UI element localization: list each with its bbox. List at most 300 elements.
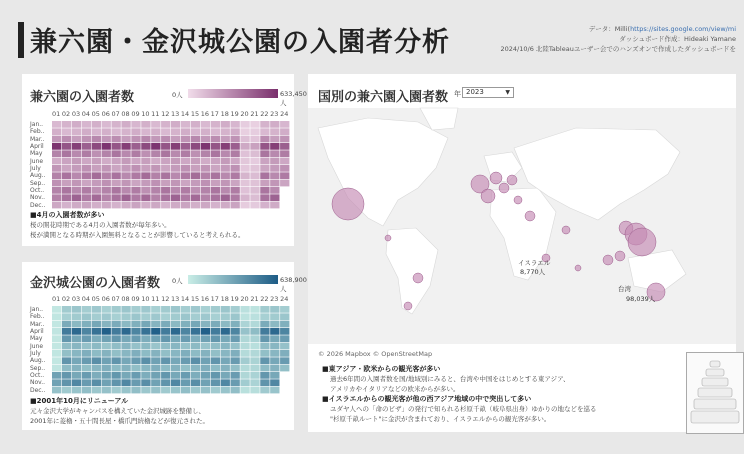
heatmap-cell: [201, 128, 210, 135]
kenrokuen-month-label: July: [30, 164, 41, 172]
heatmap-cell: [171, 150, 180, 157]
heatmap-cell: [270, 187, 279, 194]
heatmap-cell: [240, 180, 249, 187]
heatmap-cell: [270, 379, 279, 386]
heatmap-cell: [112, 350, 121, 357]
heatmap-cell: [201, 306, 210, 313]
heatmap-cell: [72, 321, 81, 328]
heatmap-cell: [131, 335, 140, 342]
heatmap-cell: [191, 379, 200, 386]
heatmap-cell: [161, 180, 170, 187]
heatmap-cell: [72, 128, 81, 135]
country-bubble: [481, 189, 495, 203]
heatmap-cell: [171, 128, 180, 135]
heatmap-cell: [250, 321, 259, 328]
heatmap-cell: [250, 194, 259, 201]
credit-data-link[interactable]: https://sites.google.com/view/mi: [630, 25, 736, 33]
heatmap-cell: [112, 128, 121, 135]
heatmap-cell: [112, 357, 121, 364]
heatmap-cell: [112, 194, 121, 201]
heatmap-cell: [82, 387, 91, 394]
heatmap-cell: [72, 172, 81, 179]
heatmap-cell: [171, 165, 180, 172]
heatmap-cell: [131, 172, 140, 179]
heatmap-cell: [72, 365, 81, 372]
heatmap-cell: [231, 180, 240, 187]
heatmap-cell: [72, 121, 81, 128]
heatmap-cell: [231, 172, 240, 179]
heatmap-cell: [260, 328, 269, 335]
heatmap-cell: [280, 143, 289, 150]
heatmap-cell: [260, 143, 269, 150]
kanazawajo-year-02: 02: [61, 295, 71, 303]
heatmap-cell: [161, 357, 170, 364]
kenrokuen-month-label: Oct..: [30, 186, 45, 194]
kanazawajo-heatmap[interactable]: [52, 306, 290, 394]
heatmap-cell: [52, 387, 61, 394]
heatmap-cell: [102, 379, 111, 386]
heatmap-cell: [231, 335, 240, 342]
heatmap-cell: [72, 313, 81, 320]
heatmap-cell: [280, 365, 289, 372]
heatmap-cell: [231, 313, 240, 320]
heatmap-cell: [52, 158, 61, 165]
heatmap-cell: [240, 365, 249, 372]
heatmap-cell: [82, 328, 91, 335]
heatmap-cell: [141, 187, 150, 194]
heatmap-cell: [260, 194, 269, 201]
heatmap-cell: [231, 143, 240, 150]
heatmap-cell: [260, 202, 269, 209]
heatmap-cell: [260, 165, 269, 172]
heatmap-cell: [151, 357, 160, 364]
world-map[interactable]: [308, 108, 736, 344]
heatmap-cell: [102, 357, 111, 364]
kanazawajo-year-23: 23: [270, 295, 279, 303]
heatmap-cell: [141, 321, 150, 328]
heatmap-cell: [112, 158, 121, 165]
heatmap-cell: [52, 379, 61, 386]
kanazawajo-year-07: 07: [111, 295, 120, 303]
heatmap-cell: [121, 335, 130, 342]
heatmap-cell: [260, 372, 269, 379]
heatmap-cell: [240, 158, 249, 165]
heatmap-cell: [181, 350, 190, 357]
heatmap-cell: [171, 357, 180, 364]
heatmap-cell: [102, 143, 111, 150]
heatmap-cell: [250, 357, 259, 364]
heatmap-cell: [131, 357, 140, 364]
heatmap-cell: [221, 387, 230, 394]
kanazawajo-year-04: 04: [81, 295, 91, 303]
heatmap-cell: [270, 128, 279, 135]
kenrokuen-year-09: 09: [131, 110, 140, 118]
heatmap-cell: [82, 357, 91, 364]
heatmap-cell: [102, 343, 111, 350]
heatmap-cell: [151, 350, 160, 357]
heatmap-cell: [250, 136, 259, 143]
kanazawajo-year-06: 06: [101, 295, 110, 303]
heatmap-cell: [151, 180, 160, 187]
heatmap-cell: [52, 187, 61, 194]
kenrokuen-legend-max: 633,450人: [280, 90, 307, 107]
heatmap-cell: [231, 328, 240, 335]
heatmap-cell: [131, 321, 140, 328]
heatmap-cell: [280, 313, 289, 320]
country-bubble: [615, 251, 625, 261]
kenrokuen-month-axis: [30, 121, 46, 209]
kanazawajo-month-label: Feb..: [30, 313, 45, 321]
heatmap-cell: [181, 343, 190, 350]
heatmap-cell: [201, 357, 210, 364]
heatmap-cell: [161, 372, 170, 379]
heatmap-cell: [151, 143, 160, 150]
year-filter-label: 年: [454, 90, 461, 98]
kenrokuen-title: 兼六園の入園者数: [30, 90, 135, 105]
heatmap-cell: [250, 121, 259, 128]
heatmap-cell: [92, 328, 101, 335]
heatmap-cell: [72, 143, 81, 150]
heatmap-cell: [270, 313, 279, 320]
heatmap-cell: [191, 350, 200, 357]
heatmap-cell: [92, 128, 101, 135]
heatmap-cell: [52, 194, 61, 201]
heatmap-cell: [280, 350, 289, 357]
heatmap-cell: [260, 158, 269, 165]
heatmap-cell: [221, 350, 230, 357]
heatmap-cell: [131, 343, 140, 350]
heatmap-cell: [82, 180, 91, 187]
heatmap-cell: [171, 321, 180, 328]
heatmap-cell: [250, 180, 259, 187]
heatmap-cell: [102, 194, 111, 201]
heatmap-cell: [201, 158, 210, 165]
kenrokuen-panel: [22, 74, 307, 246]
kanazawajo-note: [30, 396, 209, 426]
heatmap-cell: [92, 313, 101, 320]
heatmap-cell: [270, 328, 279, 335]
heatmap-cell: [280, 194, 289, 201]
heatmap-cell: [181, 194, 190, 201]
heatmap-cell: [221, 335, 230, 342]
heatmap-cell: [231, 158, 240, 165]
heatmap-cell: [270, 357, 279, 364]
credits: [486, 24, 736, 54]
kanazawajo-year-15: 15: [190, 295, 200, 303]
heatmap-cell: [72, 387, 81, 394]
heatmap-cell: [102, 165, 111, 172]
heatmap-cell: [62, 128, 71, 135]
heatmap-cell: [62, 328, 71, 335]
heatmap-cell: [191, 187, 200, 194]
heatmap-cell: [82, 158, 91, 165]
heatmap-cell: [82, 172, 91, 179]
heatmap-cell: [131, 328, 140, 335]
country-bubble: [562, 226, 570, 234]
kanazawajo-year-12: 12: [161, 295, 170, 303]
heatmap-cell: [231, 121, 240, 128]
heatmap-cell: [191, 165, 200, 172]
heatmap-cell: [102, 372, 111, 379]
heatmap-cell: [221, 136, 230, 143]
heatmap-cell: [102, 350, 111, 357]
heatmap-cell: [92, 335, 101, 342]
heatmap-cell: [131, 306, 140, 313]
heatmap-cell: [121, 158, 130, 165]
kenrokuen-month-label: Mar..: [30, 135, 45, 143]
heatmap-cell: [171, 187, 180, 194]
heatmap-cell: [221, 165, 230, 172]
heatmap-cell: [221, 372, 230, 379]
heatmap-cell: [62, 121, 71, 128]
heatmap-cell: [181, 321, 190, 328]
heatmap-cell: [141, 306, 150, 313]
heatmap-cell: [270, 180, 279, 187]
heatmap-cell: [240, 379, 249, 386]
heatmap-cell: [82, 306, 91, 313]
heatmap-cell: [131, 180, 140, 187]
heatmap-cell: [151, 313, 160, 320]
heatmap-cell: [270, 372, 279, 379]
country-bubble: [507, 175, 517, 185]
heatmap-cell: [240, 121, 249, 128]
heatmap-cell: [102, 128, 111, 135]
heatmap-cell: [250, 187, 259, 194]
heatmap-cell: [171, 350, 180, 357]
heatmap-cell: [82, 143, 91, 150]
heatmap-cell: [181, 128, 190, 135]
heatmap-cell: [240, 343, 249, 350]
heatmap-cell: [161, 187, 170, 194]
heatmap-cell: [201, 365, 210, 372]
heatmap-cell: [231, 365, 240, 372]
kenrokuen-year-16: 16: [200, 110, 210, 118]
heatmap-cell: [52, 172, 61, 179]
heatmap-cell: [171, 313, 180, 320]
heatmap-cell: [112, 143, 121, 150]
kanazawajo-year-20: 20: [240, 295, 249, 303]
heatmap-cell: [52, 350, 61, 357]
heatmap-cell: [141, 128, 150, 135]
credit-event: 2024/10/6 北陸Tableauユーザー会でのハンズオンで作成したダッシュボードを: [500, 45, 736, 53]
heatmap-cell: [201, 180, 210, 187]
heatmap-cell: [191, 321, 200, 328]
heatmap-cell: [260, 128, 269, 135]
heatmap-cell: [161, 150, 170, 157]
heatmap-cell: [221, 121, 230, 128]
heatmap-cell: [211, 194, 220, 201]
heatmap-cell: [231, 306, 240, 313]
credit-data-prefix: データ：Milli(: [588, 25, 631, 33]
heatmap-cell: [102, 328, 111, 335]
heatmap-cell: [260, 387, 269, 394]
heatmap-cell: [92, 379, 101, 386]
heatmap-cell: [181, 172, 190, 179]
heatmap-cell: [141, 143, 150, 150]
kanazawajo-month-label: Sep..: [30, 364, 46, 372]
heatmap-cell: [280, 150, 289, 157]
heatmap-cell: [112, 313, 121, 320]
heatmap-cell: [151, 379, 160, 386]
kanazawajo-year-13: 13: [171, 295, 180, 303]
kenrokuen-year-08: 08: [121, 110, 130, 118]
heatmap-cell: [112, 202, 121, 209]
heatmap-cell: [62, 357, 71, 364]
heatmap-cell: [102, 172, 111, 179]
heatmap-cell: [260, 321, 269, 328]
heatmap-cell: [102, 202, 111, 209]
heatmap-cell: [161, 321, 170, 328]
israel-label: イスラエル: [518, 259, 551, 267]
kanazawajo-note-line2: 2001年に菱櫓・五十間長屋・橋爪門続櫓などが復元された。: [30, 417, 210, 425]
heatmap-cell: [161, 343, 170, 350]
map-note1-title: ■東アジア・欧米からの観光客が多い: [322, 365, 441, 373]
kanazawajo-title: 金沢城公園の入園者数: [30, 276, 161, 291]
map-note1-line1: 過去6年間の入園者数を国/地域別にみると、台湾や中国をはじめとする東アジア、: [330, 375, 570, 383]
heatmap-cell: [191, 387, 200, 394]
heatmap-cell: [112, 121, 121, 128]
heatmap-cell: [121, 313, 130, 320]
heatmap-cell: [82, 343, 91, 350]
heatmap-cell: [92, 321, 101, 328]
kanazawajo-legend-max: 638,900人: [280, 276, 307, 293]
bubble-size-legend-icon: [687, 353, 743, 433]
heatmap-cell: [102, 136, 111, 143]
heatmap-cell: [102, 158, 111, 165]
heatmap-cell: [112, 379, 121, 386]
heatmap-cell: [270, 165, 279, 172]
kanazawajo-month-label: Nov..: [30, 379, 46, 387]
heatmap-cell: [181, 372, 190, 379]
heatmap-cell: [171, 306, 180, 313]
heatmap-cell: [72, 150, 81, 157]
heatmap-cell: [191, 372, 200, 379]
heatmap-cell: [270, 158, 279, 165]
heatmap-cell: [250, 306, 259, 313]
heatmap-cell: [131, 313, 140, 320]
heatmap-cell: [201, 372, 210, 379]
page-title: 兼六園・金沢城公園の入園者分析: [30, 27, 450, 58]
heatmap-cell: [201, 150, 210, 157]
heatmap-cell: [191, 136, 200, 143]
heatmap-cell: [221, 365, 230, 372]
heatmap-cell: [221, 143, 230, 150]
heatmap-cell: [62, 365, 71, 372]
heatmap-cell: [102, 121, 111, 128]
heatmap-cell: [201, 121, 210, 128]
heatmap-cell: [62, 165, 71, 172]
heatmap-cell: [72, 194, 81, 201]
year-filter-select[interactable]: [462, 87, 514, 98]
kanazawajo-year-18: 18: [220, 295, 229, 303]
heatmap-cell: [102, 306, 111, 313]
heatmap-cell: [181, 136, 190, 143]
heatmap-cell: [181, 357, 190, 364]
heatmap-cell: [161, 350, 170, 357]
heatmap-cell: [211, 202, 220, 209]
heatmap-cell: [141, 121, 150, 128]
map-note2-line2: "杉原千畝ルート"に金沢が含まれており、イスラエルからの観光客が多い。: [330, 415, 551, 423]
heatmap-cell: [151, 335, 160, 342]
heatmap-cell: [280, 165, 289, 172]
kanazawajo-year-17: 17: [210, 295, 219, 303]
heatmap-cell: [161, 128, 170, 135]
heatmap-cell: [52, 313, 61, 320]
heatmap-cell: [72, 350, 81, 357]
heatmap-cell: [221, 357, 230, 364]
heatmap-cell: [191, 180, 200, 187]
heatmap-cell: [62, 202, 71, 209]
heatmap-cell: [121, 202, 130, 209]
heatmap-cell: [161, 313, 170, 320]
heatmap-cell: [250, 335, 259, 342]
heatmap-cell: [231, 128, 240, 135]
heatmap-cell: [250, 365, 259, 372]
kanazawajo-year-axis: [52, 295, 290, 304]
heatmap-cell: [151, 172, 160, 179]
heatmap-cell: [191, 158, 200, 165]
heatmap-cell: [270, 202, 279, 209]
heatmap-cell: [260, 150, 269, 157]
kanazawajo-year-11: 11: [151, 295, 160, 303]
country-bubble: [490, 172, 502, 184]
heatmap-cell: [161, 335, 170, 342]
kanazawajo-legend-min: 0人: [172, 277, 183, 285]
heatmap-cell: [131, 387, 140, 394]
heatmap-cell: [280, 372, 289, 379]
heatmap-cell: [260, 121, 269, 128]
country-bubble: [332, 188, 364, 220]
heatmap-cell: [121, 143, 130, 150]
heatmap-cell: [280, 387, 289, 394]
heatmap-cell: [240, 128, 249, 135]
heatmap-cell: [121, 343, 130, 350]
heatmap-cell: [141, 328, 150, 335]
heatmap-cell: [141, 158, 150, 165]
kanazawajo-legend-bar: [188, 275, 278, 284]
heatmap-cell: [221, 313, 230, 320]
kanazawajo-year-19: 19: [230, 295, 239, 303]
heatmap-cell: [52, 357, 61, 364]
kanazawajo-month-label: June: [30, 342, 44, 350]
heatmap-cell: [151, 321, 160, 328]
heatmap-cell: [231, 350, 240, 357]
heatmap-cell: [121, 321, 130, 328]
heatmap-cell: [161, 165, 170, 172]
heatmap-cell: [260, 365, 269, 372]
heatmap-cell: [280, 306, 289, 313]
kenrokuen-year-12: 12: [161, 110, 170, 118]
kenrokuen-year-03: 03: [71, 110, 81, 118]
heatmap-cell: [92, 143, 101, 150]
heatmap-cell: [171, 172, 180, 179]
heatmap-cell: [280, 321, 289, 328]
heatmap-cell: [131, 143, 140, 150]
heatmap-cell: [151, 372, 160, 379]
country-bubble: [575, 265, 581, 271]
kenrokuen-heatmap[interactable]: [52, 121, 290, 209]
country-bubble: [413, 273, 423, 283]
heatmap-cell: [112, 172, 121, 179]
heatmap-cell: [112, 306, 121, 313]
kanazawajo-year-03: 03: [71, 295, 81, 303]
heatmap-cell: [221, 158, 230, 165]
heatmap-cell: [260, 136, 269, 143]
map-note2-line1: ユダヤ人への「命のビザ」の発行で知られる杉原千畝（岐阜県出身）ゆかりの地などを巡る: [330, 405, 597, 413]
heatmap-cell: [231, 343, 240, 350]
heatmap-cell: [72, 180, 81, 187]
heatmap-cell: [270, 387, 279, 394]
